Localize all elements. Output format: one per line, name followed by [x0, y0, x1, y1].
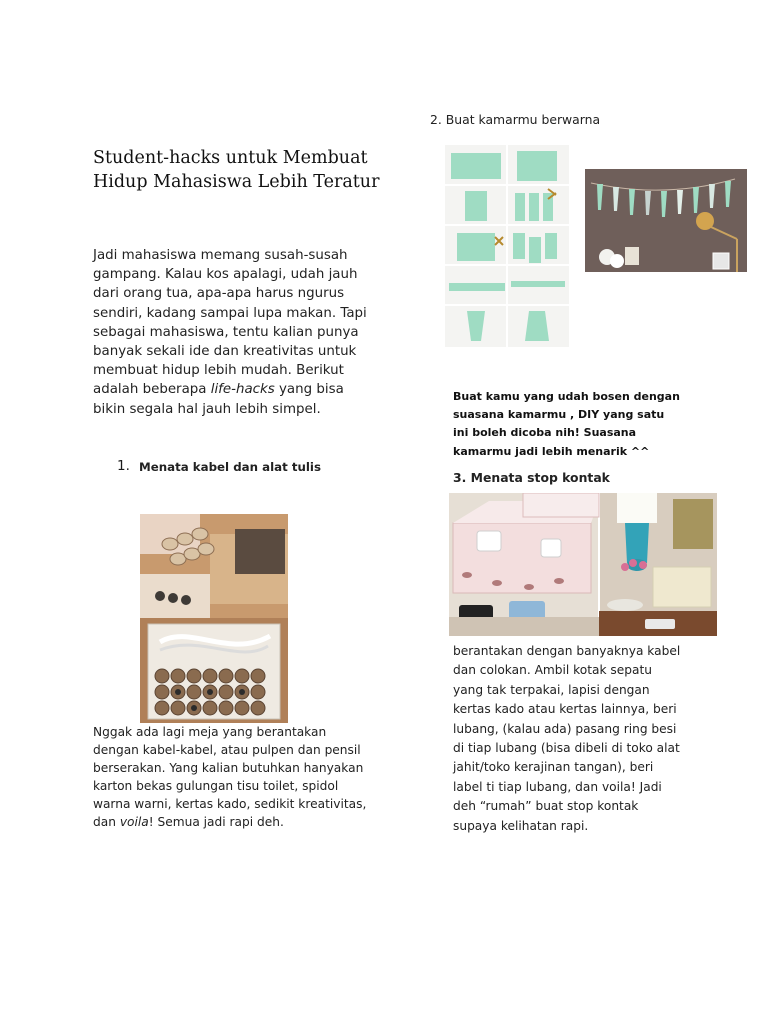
section1-italic: voila	[119, 814, 149, 829]
section1-heading: Menata kabel dan alat tulis	[139, 460, 321, 474]
intro-text-1: Jadi mahasiswa memang susah-susah gampang. Kalau kos apalagi, udah jauh dari orang tua, apa-apa harus ngurus sendiri, kadang sampai lupa makan. Tapi sebagai mahasiswa, tentu kalian punya banyak sekali ide dan kreativitas untuk membuat hidup lebih mudah. Berikut adalah beberapa	[93, 248, 367, 398]
section1-text-1: Nggak ada lagi meja yang berantakan dengan kabel-kabel, atau pulpen dan pensil berserakan. Yang kalian butuhkan hanyakan karton bekas gulungan tisu toilet, spidol warna warni, kertas kado, sedikit kreativitas, dan	[93, 725, 367, 829]
section1-number: 1.	[117, 458, 130, 474]
section1-body	[93, 724, 373, 831]
section2-heading: 2. Buat kamarmu berwarna	[430, 112, 601, 127]
intro-paragraph	[93, 246, 373, 419]
section3-heading: 3. Menata stop kontak	[453, 470, 610, 485]
tassel-steps-photo	[445, 145, 569, 347]
section1-text-2: ! Semua jadi rapi deh.	[148, 814, 284, 829]
intro-italic: life-hacks	[210, 382, 275, 398]
outlet-box-photo	[449, 493, 717, 636]
intro-text-2: yang bisa bikin segala hal jauh lebih simpel.	[93, 382, 344, 417]
cable-organizer-photo	[140, 514, 288, 723]
article-title: Student-hacks untuk Membuat Hidup Mahasiswa Lebih Teratur	[93, 148, 380, 192]
section2-note: Buat kamu yang udah bosen dengan suasana kamarmu , DIY yang satu ini boleh dicoba nih! Suasana kamarmu jadi lebih menarik ^^	[453, 390, 680, 458]
section3-body: berantakan dengan banyaknya kabel dan colokan. Ambil kotak sepatu yang tak terpakai, lapisi dengan kertas kado atau kertas lainnya, beri lubang, (kalau ada) pasang ring besi di tiap lubang (bisa dibeli di toko alat jahit/toko kerajinan tangan), beri label ti tiap lubang, dan voila! Jadi deh “rumah” buat stop kontak supaya kelihatan rapi.	[453, 644, 681, 833]
tassel-garland-photo	[585, 169, 747, 272]
